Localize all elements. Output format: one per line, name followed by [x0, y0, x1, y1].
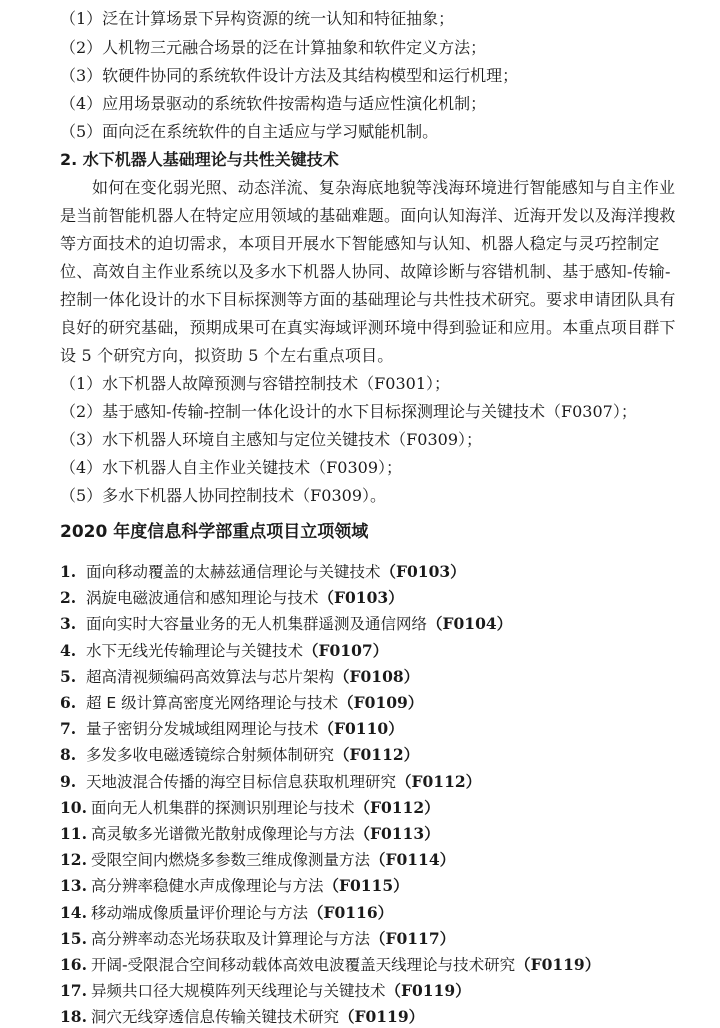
- project-item: [60, 666, 419, 688]
- project-number: 8.: [60, 745, 77, 765]
- direction-item-3: （3）水下机器人环境自主感知与定位关键技术（F0309）；: [60, 430, 483, 449]
- project-title: 异频共口径大规模阵列天线理论与关键技术: [90, 982, 386, 1001]
- project-item: [60, 797, 440, 819]
- project-item: [60, 849, 455, 871]
- project-item: [60, 980, 471, 1002]
- project-number: 17.: [60, 981, 87, 1001]
- project-code: （F0112）: [354, 797, 440, 817]
- project-number: 1.: [60, 562, 77, 581]
- project-code: （F0107）: [303, 640, 389, 660]
- project-code: （F0104）: [427, 614, 513, 634]
- project-code: （F0116）: [307, 902, 394, 922]
- project-number: 16.: [60, 955, 87, 974]
- project-code: （F0117）: [369, 928, 456, 948]
- project-title: 超高清视频编码高效算法与芯片架构: [86, 667, 335, 686]
- project-title: 水下无线光传输理论与关键技术: [86, 641, 304, 660]
- project-code: （F0114）: [369, 850, 456, 870]
- project-code: （F0110）: [318, 719, 404, 739]
- project-code: （F0112）: [334, 745, 420, 765]
- project-title: 涡旋电磁波通信和感知理论与技术: [86, 589, 319, 608]
- project-code: （F0108）: [334, 666, 420, 686]
- project-item: [60, 954, 600, 976]
- paragraph-line-1: 如何在变化弱光照、动态洋流、复杂海底地貌等浅海环境进行智能感知与自主作业: [92, 178, 676, 197]
- paragraph-line-6: 良好的研究基础，预期成果可在真实海域评测环境中得到验证和应用。本重点项目群下: [60, 318, 676, 337]
- project-title: 移动端成像质量评价理论与方法: [90, 903, 308, 922]
- project-code: （F0109）: [338, 693, 424, 712]
- project-number: 10.: [60, 797, 87, 817]
- project-code: （F0115）: [323, 876, 409, 896]
- project-title: 开阔-受限混合空间移动载体高效电波覆盖天线理论与技术研究: [90, 956, 516, 974]
- project-number: 5.: [60, 666, 77, 686]
- project-item: [60, 640, 388, 662]
- project-number: 13.: [60, 876, 87, 896]
- project-number: 12.: [60, 850, 87, 870]
- research-item-1: （1）泛在计算场景下异构资源的统一认知和特征抽象；: [60, 9, 455, 28]
- project-number: 4.: [60, 640, 77, 660]
- project-title: 高分辨率动态光场获取及计算理论与方法: [90, 929, 370, 948]
- project-number: 15.: [60, 928, 87, 948]
- project-item: [60, 692, 423, 714]
- project-number: 11.: [60, 824, 87, 843]
- project-item: [60, 875, 409, 897]
- project-item: [60, 902, 393, 924]
- subsection-heading: 2. 水下机器人基础理论与共性关键技术: [60, 150, 339, 169]
- project-code: （F0112）: [396, 771, 482, 791]
- project-title: 受限空间内燃烧多参数三维成像测量方法: [90, 851, 370, 870]
- project-title: 量子密钥分发城域组网理论与技术: [86, 720, 319, 739]
- project-item: [60, 928, 455, 950]
- direction-item-5: （5）多水下机器人协同控制技术（F0309）。: [60, 486, 387, 505]
- project-item: [60, 823, 440, 845]
- project-title: 多发多收电磁透镜综合射频体制研究: [86, 746, 335, 765]
- research-item-5: （5）面向泛在系统软件的自主适应与学习赋能机制。: [60, 122, 439, 141]
- research-item-3: （3）软硬件协同的系统软件设计方法及其结构模型和运行机理；: [60, 66, 519, 85]
- project-title: 高分辨率稳健水声成像理论与方法: [90, 877, 324, 896]
- project-number: 18.: [60, 1007, 87, 1027]
- research-item-2: （2）人机物三元融合场景的泛在计算抽象和软件定义方法；: [60, 38, 487, 57]
- project-code: （F0119）: [385, 981, 471, 1001]
- research-item-4: （4）应用场景驱动的系统软件按需构造与适应性演化机制；: [60, 94, 487, 113]
- project-number: 7.: [60, 719, 77, 739]
- direction-item-4: （4）水下机器人自主作业关键技术（F0309）；: [60, 458, 403, 477]
- direction-item-1: （1）水下机器人故障预测与容错控制技术（F0301）；: [60, 374, 451, 393]
- project-code: （F0113）: [354, 824, 440, 843]
- project-item: [60, 561, 466, 583]
- project-number: 3.: [60, 614, 77, 634]
- project-number: 6.: [60, 693, 77, 712]
- project-code: （F0103）: [318, 588, 404, 608]
- direction-item-2: （2）基于感知-传输-控制一体化设计的水下目标探测理论与关键技术（F0307）；: [60, 402, 637, 421]
- project-code: （F0103）: [380, 562, 466, 581]
- section-title: 2020 年度信息科学部重点项目立项领域: [60, 522, 369, 542]
- project-code: （F0119）: [515, 955, 601, 974]
- paragraph-line-7: 设 5 个研究方向，拟资助 5 个左右重点项目。: [60, 346, 394, 365]
- project-number: 2.: [60, 588, 77, 608]
- project-title: 面向无人机集群的探测识别理论与技术: [90, 798, 355, 817]
- paragraph-line-5: 控制一体化设计的水下目标探测等方面的基础理论与共性技术研究。要求申请团队具有: [60, 290, 676, 309]
- project-item: [60, 744, 419, 766]
- project-title: 天地波混合传播的海空目标信息获取机理研究: [86, 772, 397, 791]
- project-item: [60, 587, 404, 609]
- project-title: 洞穴无线穿透信息传输关键技术研究: [90, 1008, 339, 1027]
- project-item: [60, 1006, 424, 1028]
- project-number: 9.: [60, 771, 77, 791]
- paragraph-line-3: 等方面技术的迫切需求，本项目开展水下智能感知与认知、机器人稳定与灵巧控制定: [60, 234, 660, 253]
- project-item: [60, 771, 481, 793]
- project-title: 面向实时大容量业务的无人机集群遥测及通信网络: [86, 615, 428, 634]
- paragraph-line-2: 是当前智能机器人在特定应用领域的基础难题。面向认知海洋、近海开发以及海洋搜救: [60, 206, 676, 225]
- paragraph-line-4: 位、高效自主作业系统以及多水下机器人协同、故障诊断与容错机制、基于感知-传输-: [60, 262, 671, 281]
- project-title: 超 E 级计算高密度光网络理论与技术: [86, 694, 339, 712]
- project-item: [60, 613, 512, 635]
- project-item: [60, 718, 404, 740]
- project-code: （F0119）: [338, 1007, 425, 1027]
- project-title: 高灵敏多光谱微光散射成像理论与方法: [90, 825, 355, 843]
- project-title: 面向移动覆盖的太赫兹通信理论与关键技术: [86, 563, 381, 581]
- project-number: 14.: [60, 902, 87, 922]
